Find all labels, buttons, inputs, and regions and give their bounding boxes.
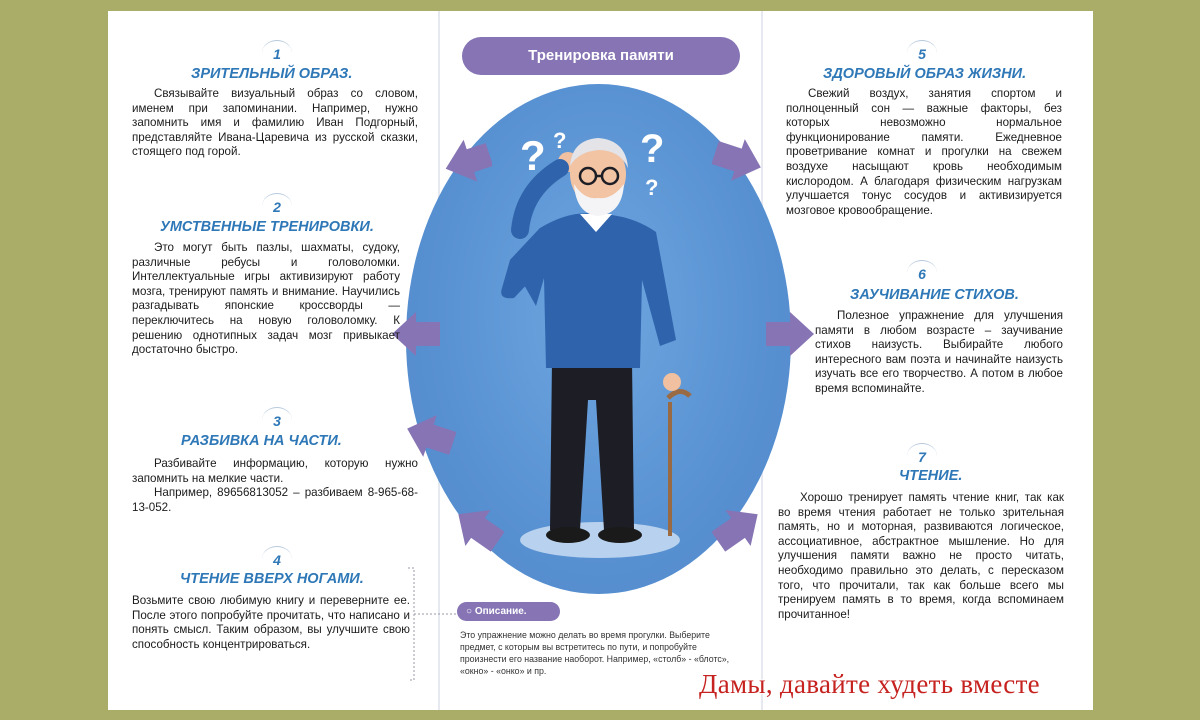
elderly-man-illustration bbox=[480, 110, 720, 560]
tip-5-text bbox=[786, 87, 1062, 218]
tip-5-heading: ЗДОРОВЫЙ ОБРАЗ ЖИЗНИ. bbox=[823, 66, 1027, 82]
description-block bbox=[430, 598, 730, 690]
tip-6-heading: ЗАУЧИВАНИЕ СТИХОВ. bbox=[850, 287, 1019, 303]
svg-text:?: ? bbox=[520, 132, 546, 179]
arrow-to-tip-4 bbox=[452, 504, 504, 552]
tip-3-heading: РАЗБИВКА НА ЧАСТИ. bbox=[181, 433, 342, 449]
arrow-to-tip-7 bbox=[712, 504, 764, 552]
tip-3-paragraph-1: Разбивайте информацию, которую нужно запомнить на мелкие части. bbox=[132, 457, 418, 485]
tip-1-number: 1 bbox=[262, 40, 292, 66]
tip-2-paragraph: Это могут быть пазлы, шахматы, судоку, различные ребусы и головоломки. Интеллектуальные игры активизируют работу мозга, тренируют память и внимание. Научились разгадывать японские кроссворды — переключитесь на новую головоломку. К решению однотипных задач мозг привыкает достаточно быстро. bbox=[132, 241, 400, 357]
tip-5-number: 5 bbox=[907, 40, 937, 66]
tip-2-heading: УМСТВЕННЫЕ ТРЕНИРОВКИ. bbox=[160, 219, 374, 235]
tip-7-text bbox=[778, 491, 1064, 622]
tip-3-text bbox=[132, 457, 418, 515]
svg-text:?: ? bbox=[645, 175, 659, 200]
arrow-to-tip-6 bbox=[764, 310, 816, 358]
arrow-to-tip-1 bbox=[440, 136, 492, 184]
tip-3-number: 3 bbox=[262, 407, 292, 433]
tip-4-text bbox=[132, 594, 410, 652]
tip-7-number: 7 bbox=[907, 443, 937, 469]
tip-4-number: 4 bbox=[262, 546, 292, 572]
description-bullet-icon: ○ bbox=[466, 606, 475, 617]
svg-text:?: ? bbox=[640, 127, 665, 171]
tip-5-paragraph: Свежий воздух, занятия спортом и полноценный сон — важные факторы, без которых невозможно нормальное функционирование памяти. Ежедневное проветривание комнат и прогулки на свежем воздухе насыщают кровь необходимым кислородом. А благодаря физическим нагрузкам улучшается тонус сосудов и активизируется мозговое кровообращение. bbox=[786, 87, 1062, 217]
watermark-caption: Дамы, давайте худеть вместе bbox=[699, 669, 1040, 699]
tip-4-paragraph: Возьмите свою любимую книгу и переверните ее. После этого попробуйте прочитать, что написано и понять смысл. Таким образом, вы улучшите свою способность концентрироваться. bbox=[132, 594, 410, 651]
tip-1-text bbox=[132, 87, 418, 160]
tip-4-heading: ЧТЕНИЕ ВВЕРХ НОГАМИ. bbox=[180, 571, 364, 587]
tip-6-paragraph: Полезное упражнение для улучшения памяти в любом возрасте – заучивание стихов наизусть. Выбирайте любого интересного вам поэта и начинайте наизусть изучать все его творчество. А потом в любое время вспоминайте. bbox=[815, 309, 1063, 395]
tip-2-number: 2 bbox=[262, 193, 292, 219]
tip-2-text bbox=[132, 241, 400, 358]
tip-6-text bbox=[815, 309, 1063, 397]
tip-7-paragraph: Хорошо тренирует память чтение книг, так как во время чтения работает не только зрительная память, но и моторная, развиваются логическое, ассоциативное, абстрактное мышление. Но для улучшения памяти важно не просто читать, необходимо правильно это делать, с пересказом того, что прочитали, так как больше всего мы тренируем память в то время, когда вспоминаем прочитанное! bbox=[778, 491, 1064, 621]
tip-7-heading: ЧТЕНИЕ. bbox=[899, 468, 963, 484]
arrow-to-tip-3 bbox=[404, 412, 456, 460]
arrow-to-tip-5 bbox=[712, 136, 764, 184]
description-text: Это упражнение можно делать во время прогулки. Выберите предмет, с которым вы встретитесь по пути, и попробуйте произнести его название наоборот. Например, «столб» - «блотс», «окно» - «онко» и пр. bbox=[460, 630, 730, 676]
description-label-pill bbox=[457, 602, 560, 621]
tip-1-heading: ЗРИТЕЛЬНЫЙ ОБРАЗ. bbox=[191, 66, 353, 82]
tip-3-paragraph-2: Например, 89656813052 – разбиваем 8-965-68-13-052. bbox=[132, 486, 418, 514]
description-label: Описание. bbox=[474, 606, 527, 617]
svg-text:?: ? bbox=[553, 128, 567, 153]
page-title: Тренировка памяти bbox=[462, 37, 740, 75]
tip-1-paragraph: Связывайте визуальный образ со словом, именем при запоминании. Например, нужно запомнить имя и фамилию Иван Подгорный, представляйте Ивана-Царевича из русской сказки, стоящего под горой. bbox=[132, 87, 418, 159]
tip-6-number: 6 bbox=[907, 260, 937, 286]
